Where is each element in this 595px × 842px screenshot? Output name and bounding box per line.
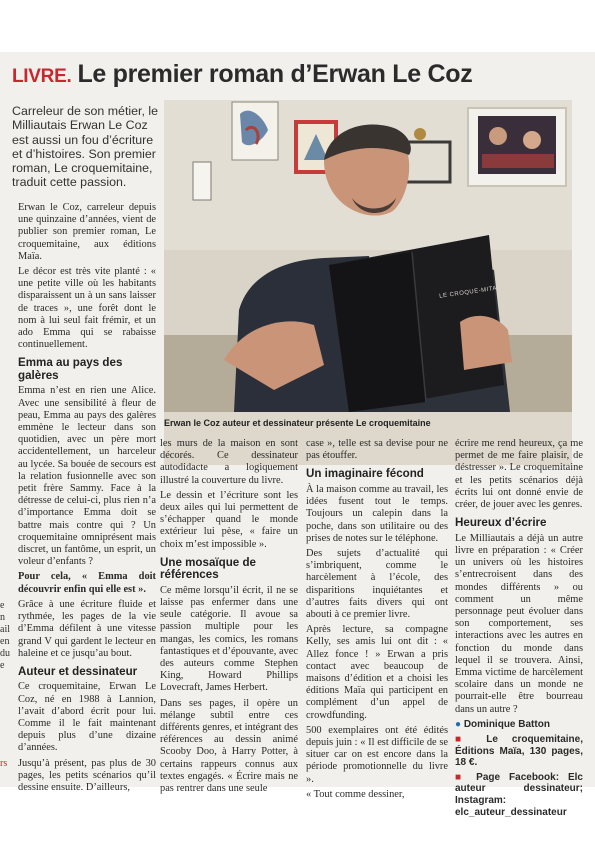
edge-fragment: n — [0, 612, 5, 623]
col1-para-5: Grâce à une écriture fluide et rythmée, les pages de la vie d’Emma défilent à une vitesse grand V qui gardent le lecteur en haleine et ce jusqu’au bout. — [18, 598, 156, 659]
subhead-imaginaire: Un imaginaire fécond — [306, 467, 424, 481]
edge-fragment: en — [0, 636, 10, 647]
col4-para-1: écrire me rend heureux, ça me permet de me faire plaisir, de déstresser ». Le croquemitaine et les petits scénarios déjà écrits lui ont donné envie de créer, de jouer avec les genres. — [455, 438, 583, 511]
col1-para-2: Le décor est très vite planté : « une petite ville où les habitants disparaissent un à un sans laisser de traces », une forêt dont le nom à lui seul fait frémir, et un ado Emma qui se rabaisse continuellement. — [18, 266, 156, 351]
book-cover-title: LE CROQUE-MITAINE — [438, 284, 509, 300]
edge-fragment: du — [0, 648, 10, 659]
author-signature — [455, 719, 583, 731]
book-info — [455, 734, 583, 769]
col3-para-4: Après lecture, sa compagne Kelly, ses amis lui ont dit : « Allez fonce ! » Erwan a pris contact avec beaucoup de maisons d’édition et a choisi les éditions Maïa qui participent en complément d’un appel de crowdfunding. — [306, 624, 448, 721]
signature-name: Dominique Batton — [463, 718, 550, 730]
social-info-text: Page Facebook: Elc auteur dessinateur; Instagram: elc_auteur_dessinateur — [455, 771, 583, 818]
col3-para-1: case », telle est sa devise pour ne pas étouffer. — [306, 438, 448, 462]
column-3 — [306, 438, 448, 804]
subhead-auteur: Auteur et dessinateur — [18, 664, 138, 678]
photo-caption: Erwan le Coz auteur et dessinateur présente Le croquemitaine — [164, 418, 431, 428]
col1-para-1: Erwan le Coz, carreleur depuis une quinzaine d’années, vient de publier son premier roman, Le croquemitaine, aux éditions Maïa. — [18, 202, 156, 262]
headline-title: Le premier roman d’Erwan Le Coz — [77, 60, 473, 88]
edge-fragment: ail — [0, 624, 10, 635]
subhead-emma: Emma au pays des galères — [18, 356, 123, 382]
newspaper-clipping — [0, 52, 595, 818]
social-info — [455, 772, 583, 818]
book-info-text: Le croquemitaine, Éditions Maïa, 130 pages, 18 €. — [455, 733, 584, 769]
col1-para-3: Emma n’est en rien une Alice. Avec une sensibilité à fleur de peau, Emma au pays des galères emmène le lecteur dans son quotidien, avec un père mort accidentellement, un harceleur au lycée. Sa bouée de secours est la relation fusionnelle avec son petit frère Sammy. Face à la détresse de celui-ci, plus rien n’a d’importance Emma doit se battre mais contre qui ? Un croquemitaine omniprésent mais discret, un fantôme, un esprit, un voleur d’enfants ? — [18, 385, 156, 568]
col1-para-6: Ce croquemitaine, Erwan Le Coz, né en 1988 à Lannion, l’avait d’abord écrit pour lui. Comme il le fait maintenant depuis plus d’une dizaine d’années. — [18, 681, 156, 754]
col1-para-7: Jusqu’à présent, pas plus de 30 pages, les petits scénarios qu’il dessine ensuite. D’ailleurs, — [18, 757, 156, 794]
col2-para-4: Dans ses pages, il opère un mélange subtil entre ces différents genres, et intégrant des références au dessin animé Scooby Doo, à Harry Potter, à certains rappeurs connus aux textes engagés. « Écrire mais ne pas rentrer dans une seule — [160, 697, 299, 795]
col3-para-2: À la maison comme au travail, les idées fusent tout le temps. Toujours un calepin dans la poche, dans son utilitaire ou des prises de notes sur le téléphone. — [306, 483, 448, 544]
edge-fragment: rs — [0, 758, 8, 769]
col3-para-5: 500 exemplaires ont été édités depuis juin : « Il est difficile de se situer car on est encore dans la période promotionnelle du livre ». — [306, 724, 448, 785]
col1-para-4: Pour cela, « Emma doit découvrir enfin qui elle est ». — [18, 571, 156, 595]
col3-para-3: Des sujets d’actualité qui s’imbriquent, comme le harcèlement à l’école, des disparitions inquiétantes et d’autres faits divers qui ont abouti à ce premier livre. — [306, 547, 448, 620]
headline-kicker: LIVRE. — [12, 66, 72, 87]
author-photo — [164, 100, 572, 465]
headline — [12, 60, 472, 89]
col2-para-3: Ce même lorsqu’il écrit, il ne se laisse pas enfermer dans une seule catégorie. Il avoue sa passion multiple pour les mangas, les comics, les romans fantastiques et d’épouvante, avec des auteurs comme Stephen King, Howard Phillips Lovecraft, James Herbert. — [160, 584, 298, 694]
lede-paragraph: Carreleur de son métier, le Milliautais Erwan Le Coz est aussi un fou d’écriture et d’histoires. Son premier roman, Le croquemitaine, traduit cette passion. — [12, 104, 159, 190]
column-1 — [18, 202, 156, 797]
col2-para-1: les murs de la maison en sont décorés. Ce dessinateur autodidacte a logiquement illustré la couverture du livre. — [160, 438, 298, 486]
column-4 — [455, 438, 583, 821]
edge-fragment: e — [0, 660, 5, 671]
edge-fragment: e — [0, 600, 5, 611]
subhead-heureux: Heureux d’écrire — [455, 516, 547, 530]
col4-para-2: Le Milliautais a déjà un autre livre en préparation : « Créer un univers où les histoires s’entrecroisent dans des mondes différents » ou comment un même personnage peut évoluer dans son comportement, ses interactions avec les autres en fonction du monde dans lequel il se trouvera. Ainsi, Emma victime de harcèlement scolaire dans un monde ne pourrait-elle être bourreau dans un autre ? — [455, 532, 583, 715]
col2-para-2: Le dessin et l’écriture sont les deux ailes qui lui permettent de s’échapper quand le monde extérieur lui pèse, « faire un choix m’est impossible ». — [160, 489, 298, 550]
column-2 — [160, 438, 298, 798]
subhead-mosaique: Une mosaïque de références — [160, 555, 256, 582]
signature-bullet-icon: ● — [455, 718, 462, 730]
col3-para-6: « Tout comme dessiner, — [306, 788, 405, 800]
red-square-icon: ■ — [455, 771, 468, 783]
author-photo-illustration — [164, 100, 572, 412]
red-square-icon: ■ — [455, 733, 473, 745]
